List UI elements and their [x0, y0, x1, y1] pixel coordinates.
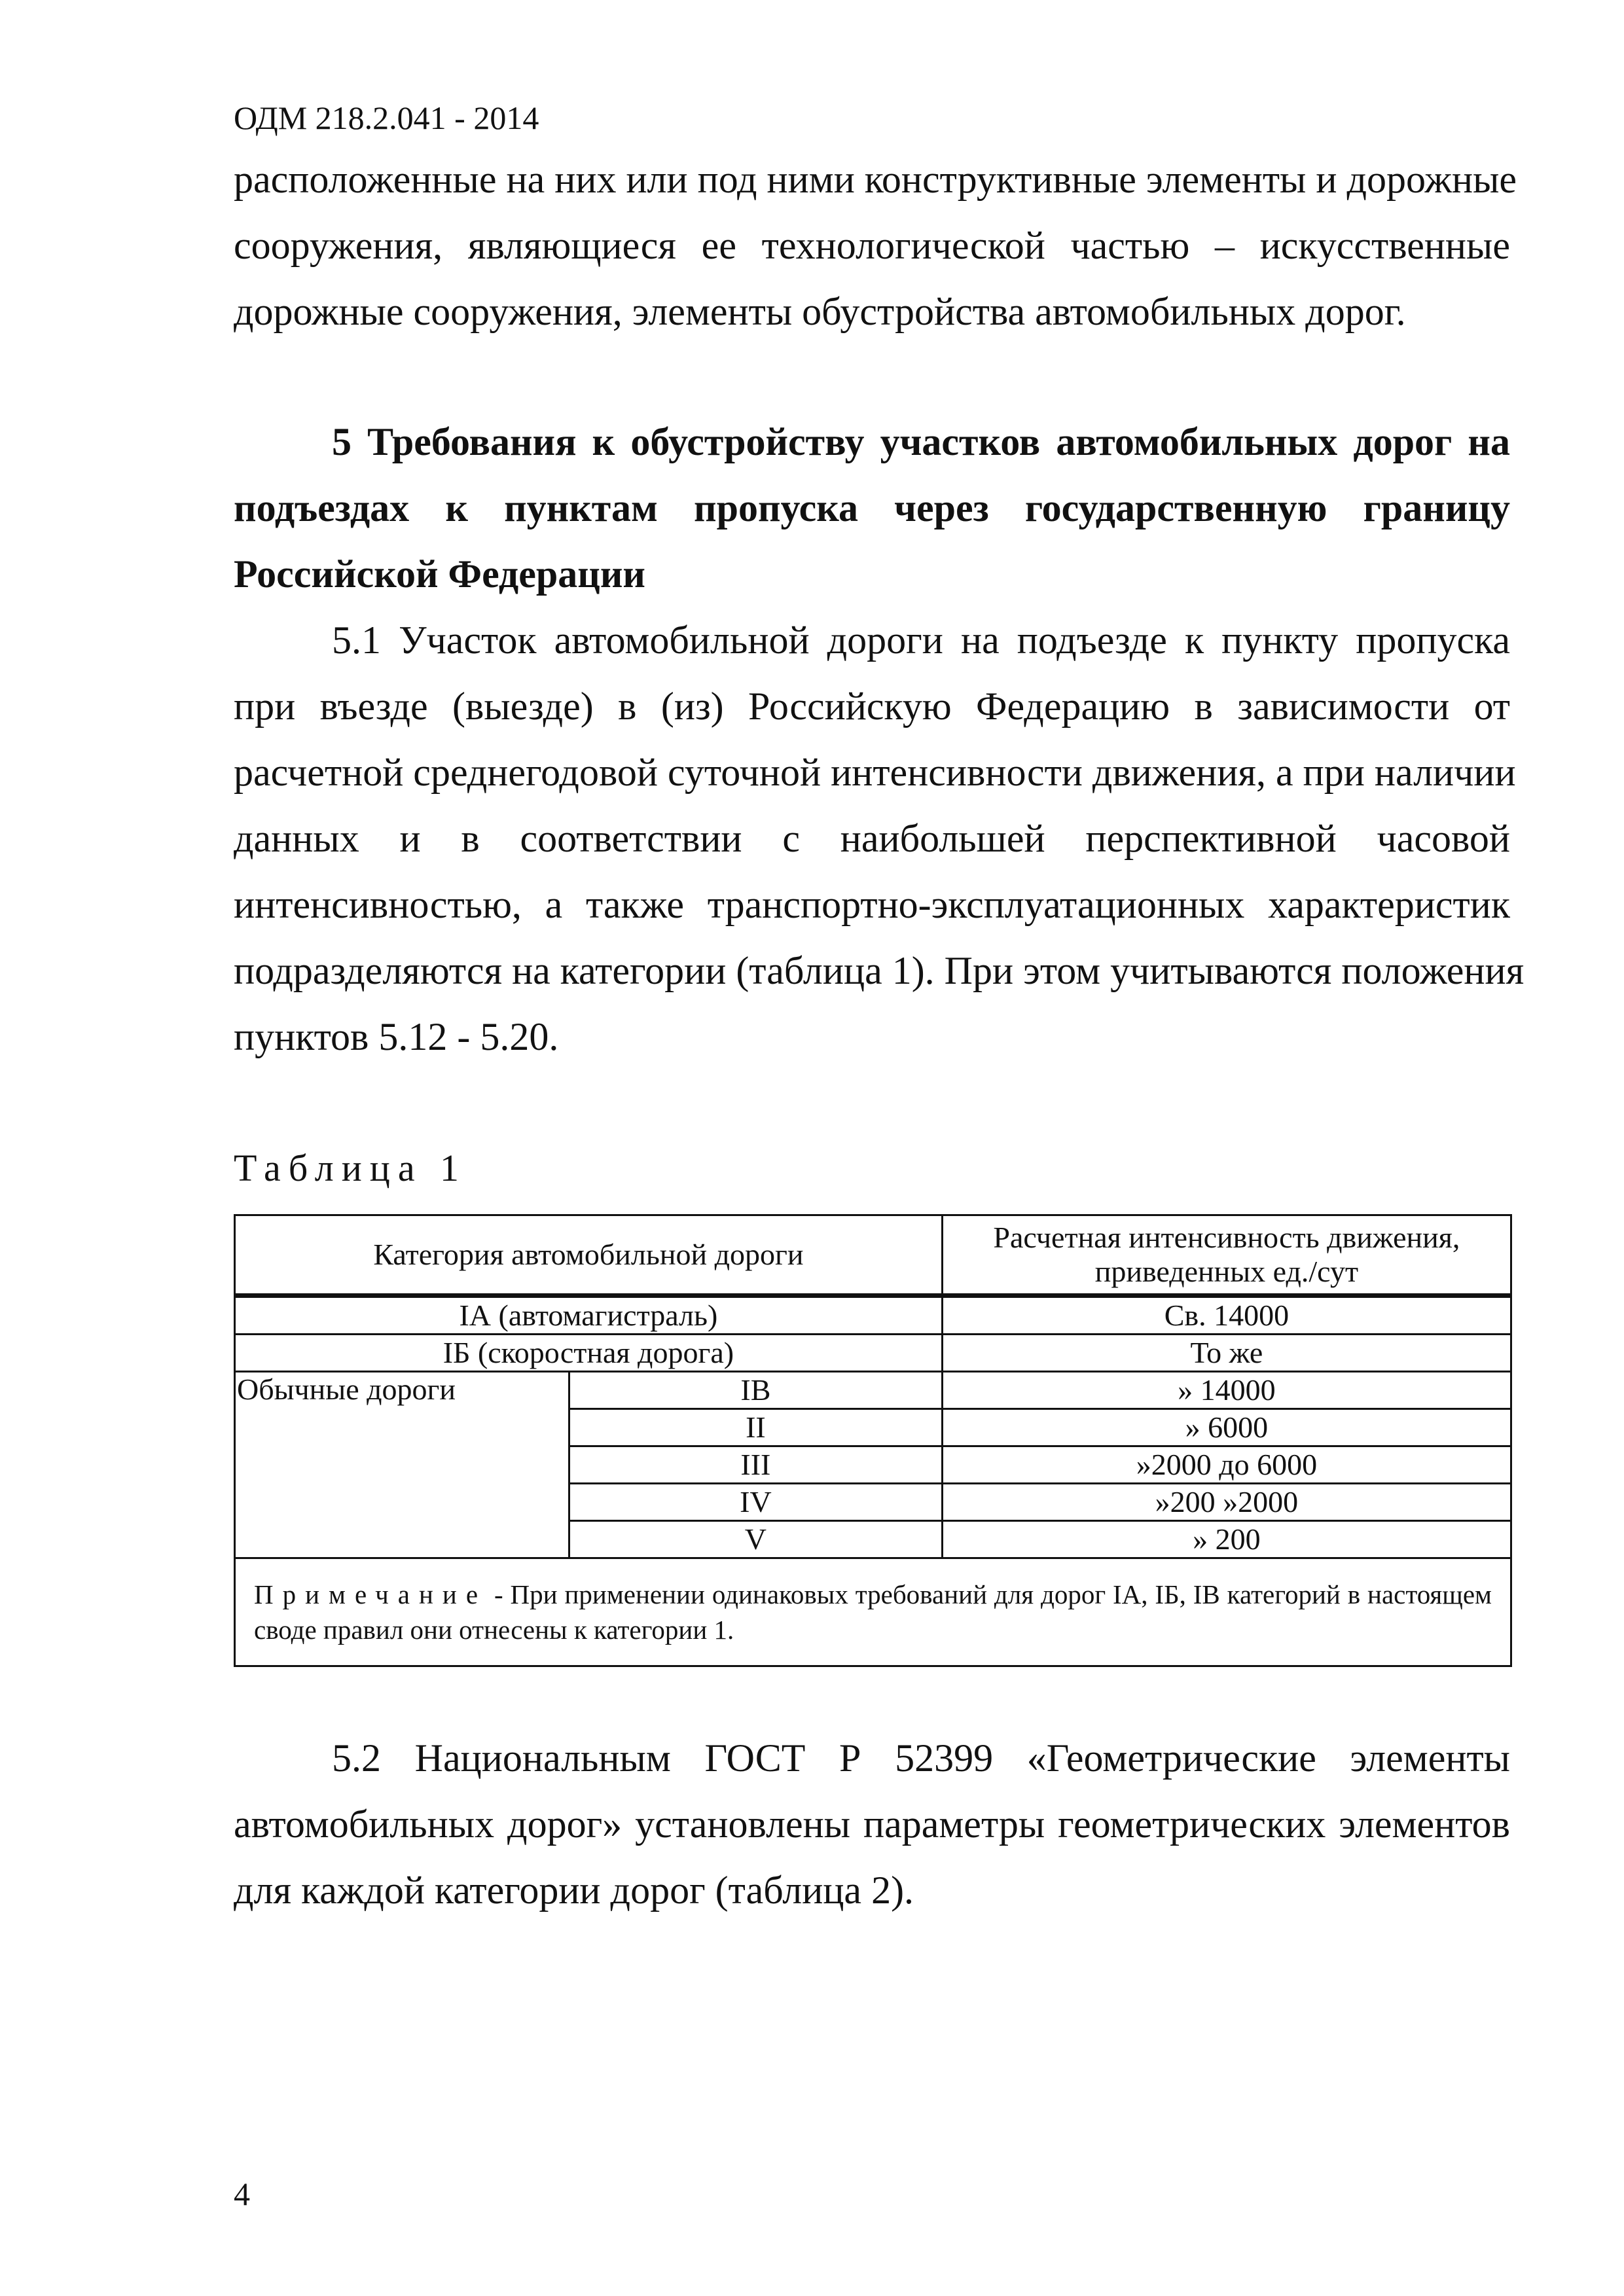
paragraph-line: при въезде (выезде) в (из) Российскую Федерацию в зависимости от	[234, 685, 1510, 728]
header-category: Категория автомобильной дороги	[235, 1215, 943, 1296]
document-code-header: ОДМ 218.2.041 - 2014	[234, 99, 539, 136]
heading-line: Российской Федерации	[234, 552, 645, 596]
table-row	[235, 1335, 1511, 1372]
table-row	[235, 1296, 1511, 1335]
intensity-cell: То же	[942, 1335, 1511, 1372]
paragraph-line: 5.2 Национальным ГОСТ Р 52399 «Геометрические элементы	[332, 1736, 1510, 1780]
heading-line: подъездах к пунктам пропуска через государственную границу	[234, 486, 1510, 529]
heading-line: 5 Требования к обустройству участков автомобильных дорог на	[332, 420, 1510, 463]
header-intensity	[942, 1215, 1511, 1296]
table-1-caption: Таблица 1	[234, 1147, 467, 1189]
paragraph-line: дорожные сооружения, элементы обустройства автомобильных дорог.	[234, 290, 1406, 333]
intensity-cell: » 6000	[942, 1409, 1511, 1446]
paragraph-line: интенсивностью, а также транспортно-эксплуатационных характеристик	[234, 883, 1510, 926]
section-5-heading	[234, 409, 1510, 607]
category-cell: II	[569, 1409, 943, 1446]
paragraph-line: пунктов 5.12 - 5.20.	[234, 1015, 559, 1058]
note-text: - При применении одинаковых требований для дорог IА, IБ, IВ категорий в настоящем своде правил они отнесены к категории 1.	[254, 1579, 1492, 1645]
category-cell: IV	[569, 1484, 943, 1521]
category-cell: IА (автомагистраль)	[235, 1296, 943, 1335]
table-row	[235, 1372, 1511, 1409]
intensity-cell: » 200	[942, 1521, 1511, 1558]
paragraph-line: сооружения, являющиеся ее технологической частью – искусственные	[234, 224, 1510, 267]
paragraph-line: подразделяются на категории (таблица 1). При этом учитываются положения	[234, 949, 1525, 992]
category-cell: IВ	[569, 1372, 943, 1409]
table-header-row	[235, 1215, 1511, 1296]
paragraph-line: расчетной среднегодовой суточной интенсивности движения, а при наличии	[234, 751, 1516, 794]
note-heading: Примечание	[254, 1579, 488, 1609]
category-cell: III	[569, 1446, 943, 1484]
paragraph-5-1	[234, 607, 1525, 1070]
paragraph-line: для каждой категории дорог (таблица 2).	[234, 1869, 914, 1912]
header-intensity-line2: приведенных ед./сут	[1094, 1255, 1359, 1288]
paragraph-line: расположенные на них или под ними конструктивные элементы и дорожные	[234, 158, 1517, 201]
intensity-cell: »2000 до 6000	[942, 1446, 1511, 1484]
category-cell: V	[569, 1521, 943, 1558]
table-note	[235, 1558, 1511, 1666]
intensity-cell: »200 »2000	[942, 1484, 1511, 1521]
header-intensity-line1: Расчетная интенсивность движения,	[993, 1221, 1460, 1254]
paragraph-5-2	[234, 1725, 1510, 1924]
paragraph-line: 5.1 Участок автомобильной дороги на подъезде к пункту пропуска	[332, 619, 1510, 662]
ordinary-roads-label: Обычные дороги	[235, 1372, 569, 1558]
paragraph-line: автомобильных дорог» установлены параметры геометрических элементов	[234, 1803, 1510, 1846]
category-cell: IБ (скоростная дорога)	[235, 1335, 943, 1372]
page-number: 4	[234, 2176, 250, 2212]
table-note-row	[235, 1558, 1511, 1666]
intensity-cell: » 14000	[942, 1372, 1511, 1409]
paragraph-continuation	[234, 147, 1517, 345]
road-category-table	[234, 1214, 1512, 1667]
intensity-cell: Св. 14000	[942, 1296, 1511, 1335]
paragraph-line: данных и в соответствии с наибольшей перспективной часовой	[234, 817, 1510, 860]
